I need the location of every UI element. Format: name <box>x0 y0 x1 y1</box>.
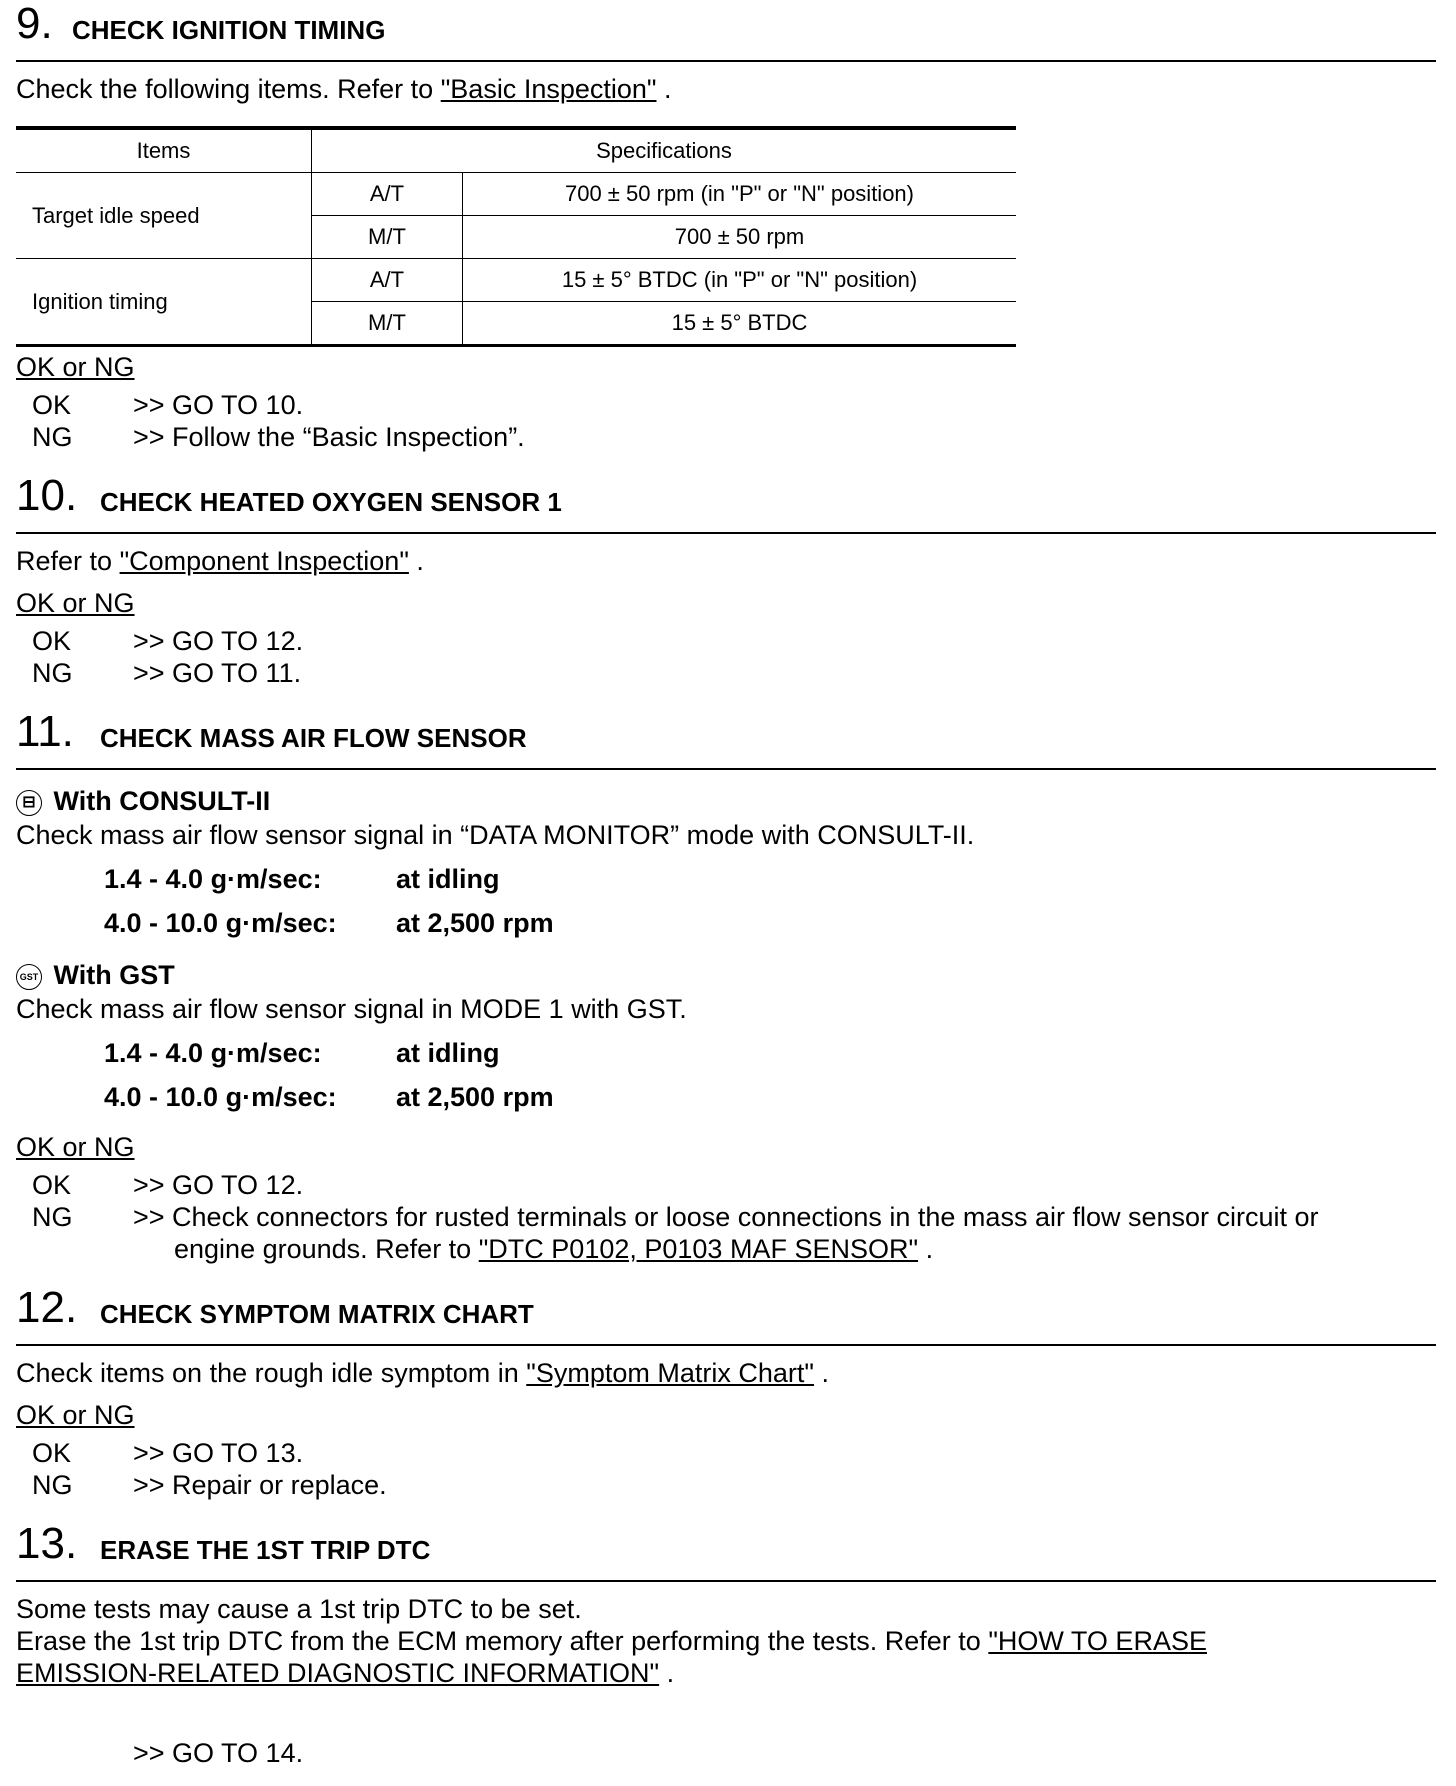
step-13-line2-text: Erase the 1st trip DTC from the ECM memory after performing the tests. Refer to <box>16 1626 981 1656</box>
spec-condition: at 2,500 rpm <box>396 1082 554 1112</box>
gst-icon: GST <box>16 964 42 990</box>
spec-value: 4.0 - 10.0 g·m/sec: <box>104 1082 337 1112</box>
spec-value: 15 ± 5° BTDC (in "P" or "N" position) <box>463 259 1017 302</box>
spec-value: 1.4 - 4.0 g·m/sec: <box>104 864 322 894</box>
ok-or-ng-heading: OK or NG <box>16 588 135 618</box>
ng-action: >> Repair or replace. <box>133 1470 387 1500</box>
step-10-intro <box>16 546 424 577</box>
ng-label: NG <box>32 422 73 452</box>
step-12-title: CHECK SYMPTOM MATRIX CHART <box>100 1299 534 1329</box>
ok-or-ng-heading: OK or NG <box>16 352 135 382</box>
ok-action: >> GO TO 10. <box>133 390 304 420</box>
ng-action: >> Check connectors for rusted terminals or loose connections in the mass air flow sensor circuit or <box>133 1202 1319 1232</box>
gst-heading-text: With GST <box>53 960 175 990</box>
ok-action: >> GO TO 12. <box>133 626 304 656</box>
step-9-title: CHECK IGNITION TIMING <box>72 15 386 45</box>
consult-heading <box>16 786 270 817</box>
ng-action-cont-text: engine grounds. Refer to <box>174 1234 472 1264</box>
period: . <box>666 1658 675 1688</box>
spec-table <box>16 126 1016 347</box>
step-9-intro-text: Check the following items. Refer to <box>16 74 434 104</box>
item-target-idle-speed: Target idle speed <box>16 173 312 259</box>
spec-value: 700 ± 50 rpm <box>463 216 1017 259</box>
ok-label: OK <box>32 1438 72 1468</box>
step-11-number: 11. <box>16 707 74 756</box>
step-13-action: >> GO TO 14. <box>133 1738 304 1768</box>
step-10-header <box>16 470 1436 534</box>
spec-type: A/T <box>312 259 463 302</box>
ng-action: >> Follow the “Basic Inspection”. <box>133 422 525 452</box>
basic-inspection-link[interactable]: "Basic Inspection" <box>440 74 657 104</box>
step-12-intro-text: Check items on the rough idle symptom in <box>16 1358 519 1388</box>
ok-or-ng-heading: OK or NG <box>16 1400 135 1430</box>
step-9 <box>16 0 1436 62</box>
step-9-intro <box>16 74 672 105</box>
how-to-erase-link-cont[interactable]: EMISSION-RELATED DIAGNOSTIC INFORMATION" <box>16 1658 660 1688</box>
step-12-header <box>16 1282 1436 1346</box>
dtc-maf-sensor-link[interactable]: "DTC P0102, P0103 MAF SENSOR" <box>478 1234 919 1264</box>
spec-type: M/T <box>312 216 463 259</box>
step-13-number: 13. <box>16 1519 78 1568</box>
spec-condition: at idling <box>396 864 500 894</box>
ok-or-ng-heading: OK or NG <box>16 1132 135 1162</box>
consult-icon: ⊟ <box>16 790 42 816</box>
step-9-header <box>16 0 1436 62</box>
ng-label: NG <box>32 1202 73 1232</box>
consult-heading-text: With CONSULT-II <box>53 786 271 816</box>
ng-action-cont <box>174 1234 933 1265</box>
period: . <box>664 74 672 104</box>
step-10 <box>16 470 1436 534</box>
step-10-title: CHECK HEATED OXYGEN SENSOR 1 <box>100 487 562 517</box>
step-13-line1: Some tests may cause a 1st trip DTC to be set. <box>16 1594 582 1624</box>
step-9-number: 9. <box>16 0 53 48</box>
spec-value: 4.0 - 10.0 g·m/sec: <box>104 908 337 938</box>
step-11-header <box>16 706 1436 770</box>
spec-value: 700 ± 50 rpm (in "P" or "N" position) <box>463 173 1017 216</box>
step-10-number: 10. <box>16 471 78 520</box>
col-header-specifications: Specifications <box>312 128 1017 173</box>
how-to-erase-link[interactable]: "HOW TO ERASE <box>988 1626 1207 1656</box>
step-13-header <box>16 1518 1436 1582</box>
ok-label: OK <box>32 626 72 656</box>
step-13 <box>16 1518 1436 1582</box>
period: . <box>416 546 424 576</box>
table-row <box>16 173 1016 216</box>
ng-label: NG <box>32 658 73 688</box>
spec-value: 15 ± 5° BTDC <box>463 302 1017 346</box>
spec-value: 1.4 - 4.0 g·m/sec: <box>104 1038 322 1068</box>
spec-type: A/T <box>312 173 463 216</box>
step-12 <box>16 1282 1436 1346</box>
step-12-number: 12. <box>16 1283 78 1332</box>
spec-type: M/T <box>312 302 463 346</box>
ng-action: >> GO TO 11. <box>133 658 302 688</box>
step-13-line3 <box>16 1658 674 1689</box>
ok-action: >> GO TO 12. <box>133 1170 304 1200</box>
spec-condition: at idling <box>396 1038 500 1068</box>
ok-action: >> GO TO 13. <box>133 1438 304 1468</box>
step-11-title: CHECK MASS AIR FLOW SENSOR <box>100 723 527 753</box>
ng-label: NG <box>32 1470 73 1500</box>
period: . <box>925 1234 934 1264</box>
ok-label: OK <box>32 1170 72 1200</box>
gst-instruction: Check mass air flow sensor signal in MODE 1 with GST. <box>16 994 687 1024</box>
symptom-matrix-chart-link[interactable]: "Symptom Matrix Chart" <box>526 1358 814 1388</box>
table-header-row <box>16 128 1016 173</box>
consult-instruction: Check mass air flow sensor signal in “DATA MONITOR” mode with CONSULT-II. <box>16 820 975 850</box>
step-11 <box>16 706 1436 770</box>
table-row <box>16 259 1016 302</box>
step-12-intro <box>16 1358 829 1389</box>
step-13-title: ERASE THE 1ST TRIP DTC <box>100 1535 431 1565</box>
ok-label: OK <box>32 390 72 420</box>
step-10-intro-text: Refer to <box>16 546 113 576</box>
spec-condition: at 2,500 rpm <box>396 908 554 938</box>
step-13-line2 <box>16 1626 1207 1657</box>
component-inspection-link[interactable]: "Component Inspection" <box>119 546 409 576</box>
gst-heading <box>16 960 175 991</box>
col-header-items: Items <box>16 128 312 173</box>
item-ignition-timing: Ignition timing <box>16 259 312 346</box>
period: . <box>821 1358 829 1388</box>
